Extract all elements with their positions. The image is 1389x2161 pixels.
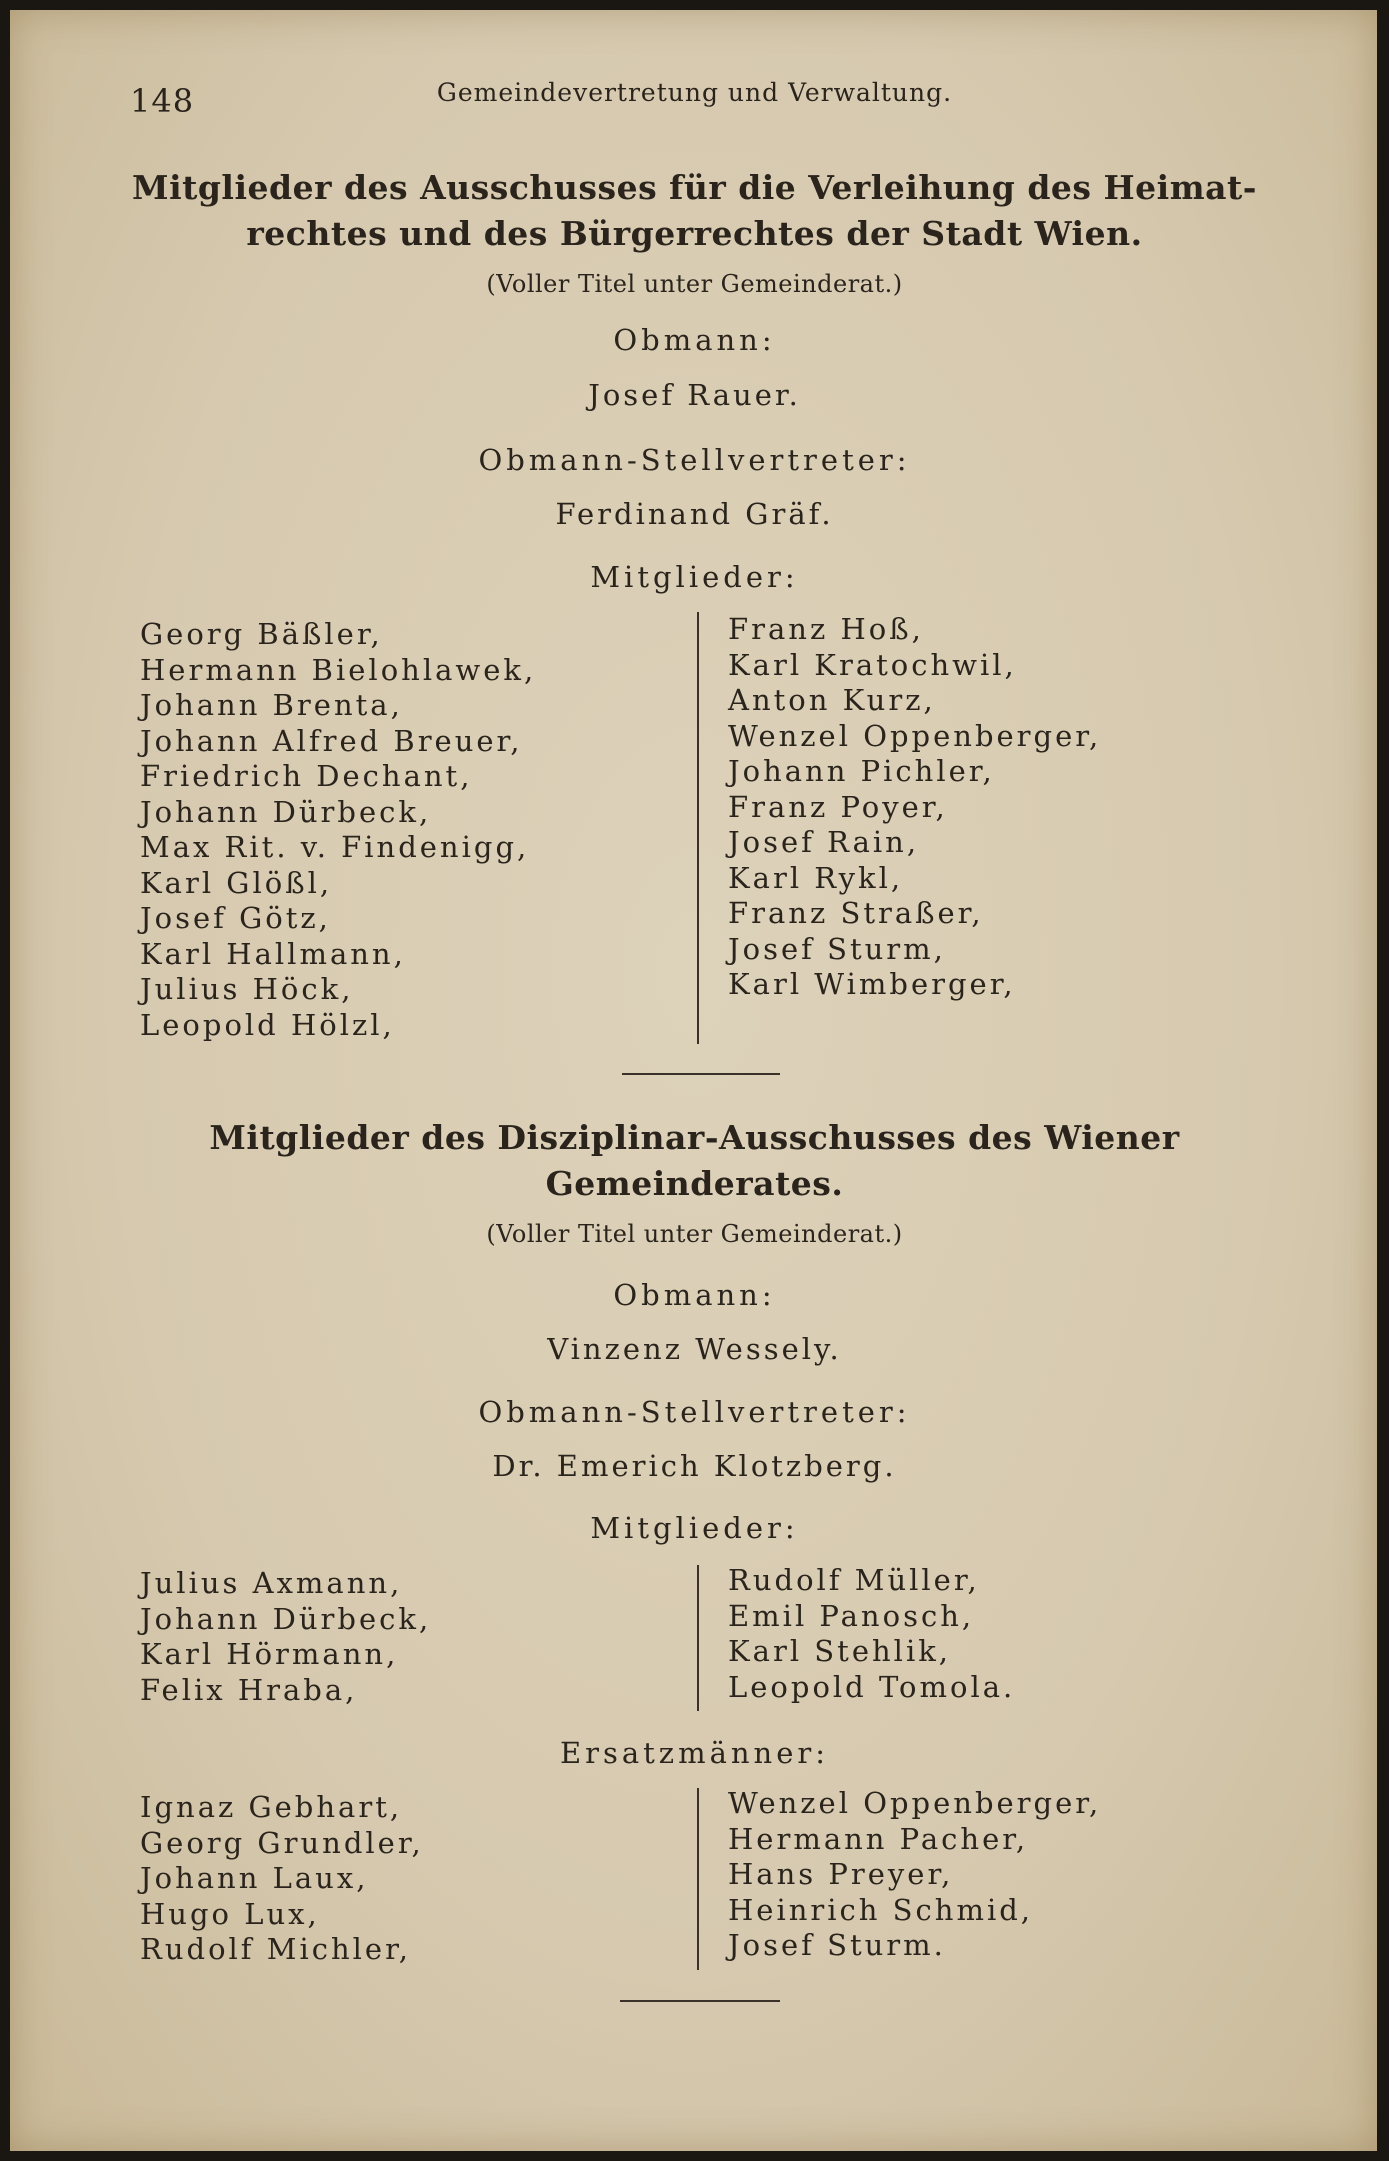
section2-vice-label: Obmann-Stellvertreter:	[478, 1395, 911, 1429]
list-item: Karl Stehlik,	[728, 1634, 952, 1668]
section2-note: (Voller Titel unter Gemeinderat.)	[486, 1220, 903, 1248]
section2-chair-label: Obmann:	[613, 1278, 776, 1312]
section-divider	[622, 1073, 780, 1075]
section1-chair-name: Josef Rauer.	[588, 378, 801, 412]
list-item: Leopold Tomola.	[728, 1669, 1016, 1704]
list-item: Johann Dürbeck,	[140, 794, 432, 829]
list-item: Karl Hallmann,	[140, 936, 406, 971]
list-item: Josef Götz,	[140, 901, 331, 935]
section2-heading-line: Gemeinderates.	[545, 1164, 844, 1203]
section1-members-left	[140, 617, 536, 1043]
list-item: Johann Laux,	[140, 1861, 369, 1895]
list-item: Karl Wimberger,	[728, 967, 1016, 1001]
list-item: Johann Alfred Breuer,	[140, 723, 523, 758]
section2-members-right	[728, 1563, 1015, 1705]
section1-heading-line: rechtes und des Bürgerrechtes der Stadt Wien.	[246, 214, 1143, 253]
section2-vice-name: Dr. Emerich Klotzberg.	[492, 1449, 897, 1483]
section2-chair-name: Vinzenz Wessely.	[547, 1332, 842, 1366]
list-item: Josef Sturm,	[728, 931, 946, 966]
list-item: Ignaz Gebhart,	[140, 1790, 403, 1824]
running-head: Gemeindevertretung und Verwaltung.	[436, 78, 953, 107]
list-item: Felix Hraba,	[140, 1672, 358, 1707]
list-item: Wenzel Oppenberger,	[728, 718, 1102, 753]
section1-heading	[100, 165, 1289, 257]
list-item: Johann Pichler,	[728, 754, 995, 788]
list-item: Georg Grundler,	[140, 1825, 424, 1860]
list-item: Julius Höck,	[140, 972, 354, 1006]
section-divider	[620, 2000, 780, 2002]
list-item: Karl Kratochwil,	[728, 647, 1017, 682]
column-divider	[697, 612, 699, 1044]
list-item: Julius Axmann,	[140, 1566, 403, 1600]
list-item: Friedrich Dechant,	[140, 759, 473, 793]
page-number: 148	[130, 82, 195, 120]
section1-members-label: Mitglieder:	[590, 560, 799, 594]
list-item: Josef Sturm.	[728, 1928, 946, 1962]
list-item: Hans Preyer,	[728, 1857, 954, 1891]
section2-members-left	[140, 1566, 431, 1708]
list-item: Leopold Hölzl,	[140, 1007, 395, 1042]
list-item: Georg Bäßler,	[140, 617, 383, 651]
list-item: Rudolf Michler,	[140, 1932, 411, 1966]
section1-vice-name: Ferdinand Gräf.	[555, 497, 834, 531]
list-item: Franz Poyer,	[728, 789, 948, 824]
list-item: Heinrich Schmid,	[728, 1892, 1034, 1927]
list-item: Franz Hoß,	[728, 612, 924, 646]
section2-substitutes-label: Ersatzmänner:	[559, 1736, 830, 1770]
section1-chair-label: Obmann:	[613, 323, 776, 357]
section1-members-right	[728, 612, 1101, 1003]
section2-substitutes-right	[728, 1786, 1101, 1964]
list-item: Josef Rain,	[728, 825, 920, 859]
list-item: Emil Panosch,	[728, 1598, 975, 1633]
section1-heading-line: Mitglieder des Ausschusses für die Verleihung des Heimat-	[132, 168, 1257, 207]
list-item: Karl Glößl,	[140, 865, 333, 900]
list-item: Karl Hörmann,	[140, 1637, 399, 1671]
section1-vice-label: Obmann-Stellvertreter:	[478, 443, 911, 477]
list-item: Hermann Pacher,	[728, 1821, 1029, 1856]
column-divider	[697, 1788, 699, 1970]
section1-note: (Voller Titel unter Gemeinderat.)	[486, 270, 903, 298]
column-divider	[697, 1565, 699, 1711]
list-item: Hugo Lux,	[140, 1896, 320, 1931]
list-item: Johann Dürbeck,	[140, 1601, 432, 1636]
list-item: Franz Straßer,	[728, 896, 984, 930]
section2-heading	[100, 1115, 1289, 1207]
section2-members-label: Mitglieder:	[590, 1511, 799, 1545]
list-item: Johann Brenta,	[140, 688, 403, 722]
section2-substitutes-left	[140, 1790, 424, 1968]
section2-heading-line: Mitglieder des Disziplinar-Ausschusses des Wiener	[209, 1118, 1180, 1157]
list-item: Wenzel Oppenberger,	[728, 1786, 1102, 1820]
list-item: Karl Rykl,	[728, 860, 904, 895]
list-item: Anton Kurz,	[728, 683, 936, 717]
list-item: Hermann Bielohlawek,	[140, 652, 537, 687]
list-item: Max Rit. v. Findenigg,	[140, 830, 530, 864]
list-item: Rudolf Müller,	[728, 1563, 980, 1597]
